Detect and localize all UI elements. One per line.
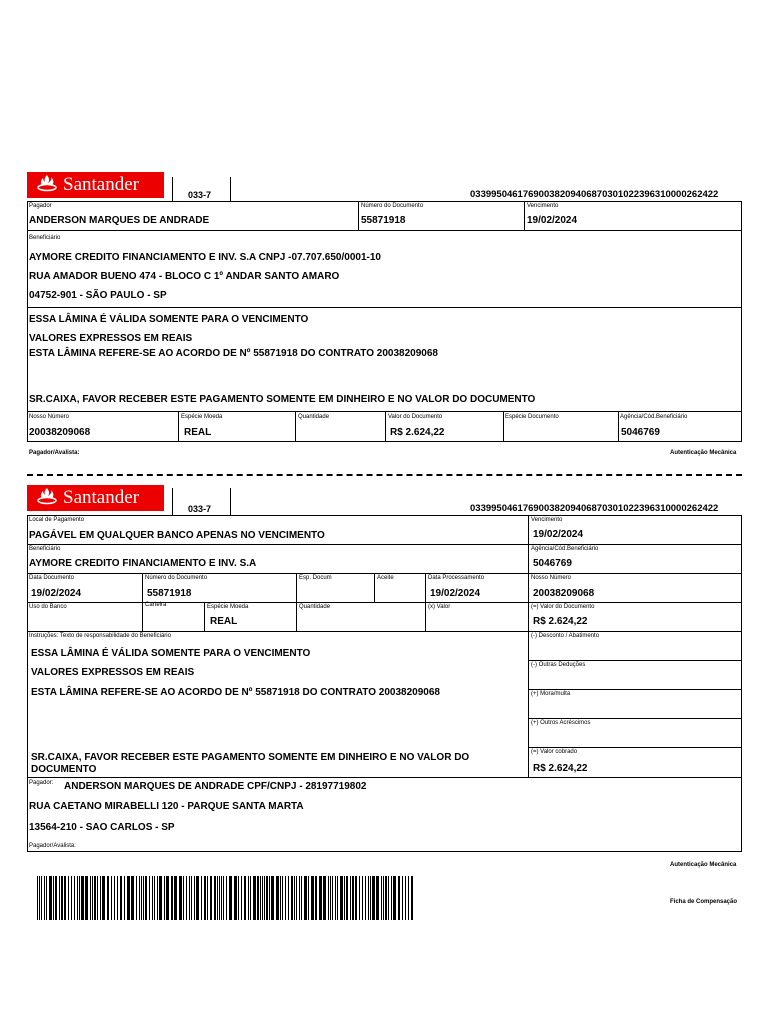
outros-acrescimos-label: (+) Outros Acréscimos (531, 720, 591, 726)
ficha-pagador-avalista-label: Pagador/Avalista: (29, 843, 76, 849)
pagador-avalista-label: Pagador/Avalista: (29, 450, 80, 456)
ficha-numero-documento-label: Número do Documento (145, 575, 208, 581)
ficha-nosso-numero-label: Nosso Número (531, 575, 572, 581)
ficha-nosso-numero-value: 20038209068 (533, 588, 595, 599)
especie-moeda-value: REAL (184, 427, 212, 438)
local-pagamento-label: Local de Pagamento (29, 517, 85, 523)
vencimento-label: Vencimento (527, 203, 559, 209)
ficha-quantidade-label: Quantidade (299, 604, 331, 610)
ficha-vencimento-label: Vencimento (531, 517, 563, 523)
nosso-numero-label: Nosso Número (29, 414, 70, 420)
bank-name-2: Santander (63, 487, 139, 508)
ficha-valor-documento-value: R$ 2.624,22 (533, 616, 588, 627)
ficha-instrucao-4b: DOCUMENTO (31, 764, 97, 775)
pagador-value: ANDERSON MARQUES DE ANDRADE (29, 215, 210, 226)
santander-logo (27, 172, 164, 198)
instrucao-2: VALORES EXPRESSOS EM REAIS (29, 333, 193, 344)
ficha-beneficiario-label: Beneficiário (29, 546, 61, 552)
beneficiario-label: Beneficiário (29, 235, 61, 241)
numero-documento-value: 55871918 (361, 215, 406, 226)
instrucao-1: ESSA LÂMINA É VÁLIDA SOMENTE PARA O VENCIMENTO (29, 314, 309, 325)
data-processamento-value: 19/02/2024 (430, 588, 481, 599)
bank-name: Santander (63, 174, 139, 195)
ficha-especie-moeda-value: REAL (210, 616, 238, 627)
barcode (37, 876, 415, 920)
quantidade-label: Quantidade (298, 414, 330, 420)
santander-logo-2 (27, 485, 164, 511)
pagador-endereco-2: 13564-210 - SAO CARLOS - SP (29, 822, 175, 833)
esp-docum-label: Esp. Docum (299, 575, 332, 581)
ficha-instrucao-2: VALORES EXPRESSOS EM REAIS (31, 667, 195, 678)
aceite-label: Aceite (377, 575, 394, 581)
local-pagamento-value: PAGÁVEL EM QUALQUER BANCO APENAS NO VENCIMENTO (29, 530, 325, 541)
ficha-instrucao-4a: SR.CAIXA, FAVOR RECEBER ESTE PAGAMENTO SOMENTE EM DINHEIRO E NO VALOR DO (31, 752, 470, 763)
ficha-agencia-value: 5046769 (533, 558, 572, 569)
vencimento-value: 19/02/2024 (527, 215, 578, 226)
nosso-numero-value: 20038209068 (29, 427, 91, 438)
ficha-vencimento-value: 19/02/2024 (533, 529, 584, 540)
ficha-autenticacao-label: Autenticação Mecânica (670, 862, 737, 868)
agencia-value: 5046769 (621, 427, 660, 438)
bank-code-2: 033-7 (188, 504, 212, 514)
instrucao-4: SR.CAIXA, FAVOR RECEBER ESTE PAGAMENTO SOMENTE EM DINHEIRO E NO VALOR DO DOCUMENTO (29, 394, 536, 405)
cut-line (27, 474, 742, 476)
carteira-label: Carteira (145, 602, 167, 608)
especie-documento-label: Espécie Documento (505, 414, 559, 420)
instrucoes-label: Instruções: Texto de responsabilidade do Beneficiário (29, 633, 171, 639)
ficha-agencia-label: Agência/Cód.Beneficiário (531, 546, 599, 552)
pagador-label: Pagador (29, 203, 52, 209)
beneficiario-line2: RUA AMADOR BUENO 474 - BLOCO C 1º ANDAR SANTO AMARO (29, 271, 340, 282)
numero-documento-label: Número do Documento (361, 203, 424, 209)
valor-documento-label: Valor do Documento (388, 414, 443, 420)
data-documento-label: Data Documento (29, 575, 75, 581)
ficha-compensacao-label: Ficha de Compensação (670, 899, 738, 905)
uso-banco-label: Uso do Banco (29, 604, 67, 610)
especie-moeda-label: Espécie Moeda (181, 414, 223, 420)
ficha-beneficiario-value: AYMORE CREDITO FINANCIAMENTO E INV. S.A (29, 558, 257, 569)
ficha-instrucao-1: ESSA LÂMINA É VÁLIDA SOMENTE PARA O VENCIMENTO (31, 648, 311, 659)
ficha-pagador-value: ANDERSON MARQUES DE ANDRADE CPF/CNPJ - 28197719802 (64, 781, 367, 792)
beneficiario-line3: 04752-901 - SÃO PAULO - SP (29, 290, 167, 301)
data-processamento-label: Data Processamento (428, 575, 485, 581)
bank-code: 033-7 (188, 190, 212, 200)
digitable-line[interactable]: 03399504617690038209406870301022396310000262422 (470, 189, 719, 200)
outras-deducoes-label: (-) Outras Deduções (531, 662, 586, 668)
ficha-especie-moeda-label: Espécie Moeda (207, 604, 249, 610)
digitable-line-2[interactable]: 03399504617690038209406870301022396310000262422 (470, 503, 719, 514)
flame-icon (37, 487, 57, 510)
autenticacao-label: Autenticação Mecânica (670, 450, 737, 456)
pagador-endereco-1: RUA CAETANO MIRABELLI 120 - PARQUE SANTA MARTA (29, 801, 304, 812)
instrucao-3: ESTA LÂMINA REFERE-SE AO ACORDO DE Nº 55871918 DO CONTRATO 20038209068 (29, 348, 438, 359)
agencia-label: Agência/Cód.Beneficiário (620, 414, 688, 420)
valor-cobrado-label: (=) Valor cobrado (531, 749, 578, 755)
data-documento-value: 19/02/2024 (31, 588, 82, 599)
beneficiario-line1: AYMORE CREDITO FINANCIAMENTO E INV. S.A CNPJ -07.707.650/0001-10 (29, 252, 381, 263)
flame-icon (37, 174, 57, 197)
valor-cobrado-value: R$ 2.624,22 (533, 763, 588, 774)
valor-documento-value: R$ 2.624,22 (390, 427, 445, 438)
ficha-numero-documento-value: 55871918 (147, 588, 192, 599)
desconto-label: (-) Desconto / Abatimento (531, 633, 600, 639)
ficha-pagador-label: Pagador: (29, 780, 54, 786)
x-valor-label: (x) Valor (428, 604, 451, 610)
mora-multa-label: (+) Mora/multa (531, 691, 571, 697)
ficha-valor-documento-label: (=) Valor do Documento (531, 604, 595, 610)
ficha-instrucao-3: ESTA LÂMINA REFERE-SE AO ACORDO DE Nº 55871918 DO CONTRATO 20038209068 (31, 687, 440, 698)
